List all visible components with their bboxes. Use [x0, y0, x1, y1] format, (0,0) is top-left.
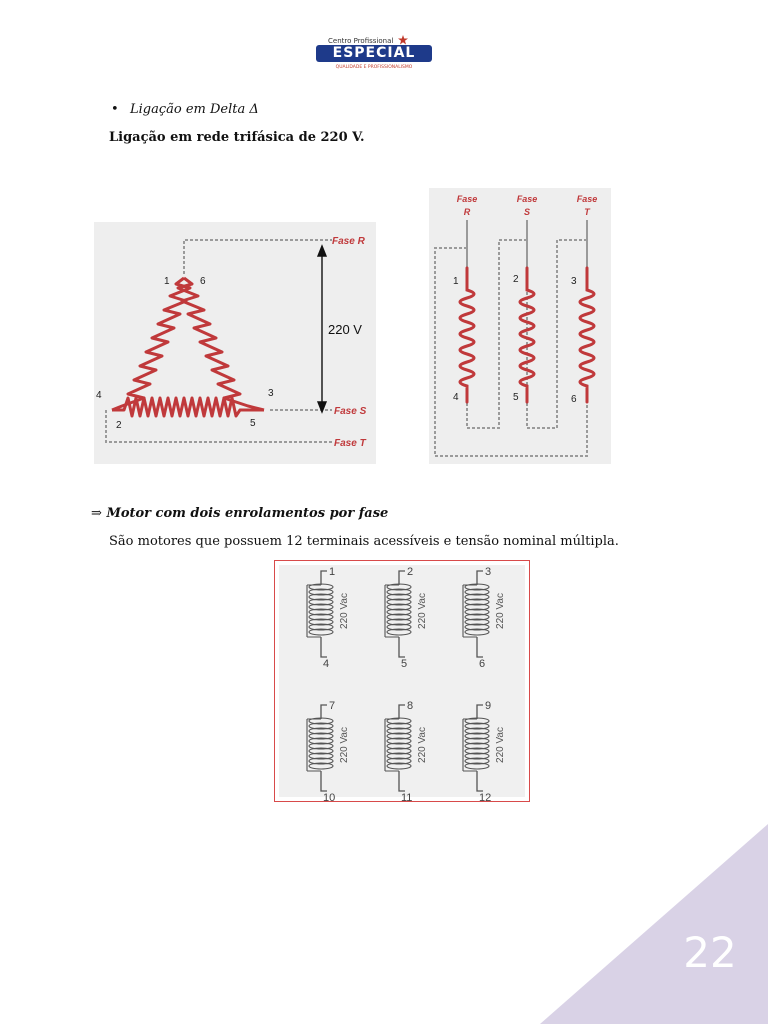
coil-voltage-label: 220 Vac: [417, 727, 428, 763]
coil-shape: [387, 718, 411, 769]
terminal-label: 5: [250, 418, 256, 429]
terminal-label: 11: [401, 792, 413, 804]
fase-t-label: Fase T: [334, 438, 366, 449]
delta-triangle: [112, 278, 264, 416]
three-phase-coils-diagram: [429, 188, 611, 464]
terminal-label: 6: [200, 276, 206, 287]
coil-shape: [465, 584, 489, 635]
implies-arrow-icon: ⇒: [91, 506, 102, 521]
coil-voltage-label: 220 Vac: [339, 593, 350, 629]
winding-5: [385, 700, 428, 804]
phase-letter: T: [584, 207, 590, 217]
terminal-label: 1: [164, 276, 170, 287]
page-corner-decoration: [540, 824, 768, 1024]
section-title: Motor com dois enrolamentos por fase: [106, 506, 389, 521]
winding-6: [463, 700, 506, 804]
terminal-label: 9: [485, 700, 492, 712]
voltage-arrow: [318, 246, 326, 412]
terminal-label: 1: [453, 276, 459, 287]
logo-main-text: ESPECIAL: [316, 45, 432, 62]
phase-letter: S: [523, 207, 531, 217]
terminal-label: 6: [571, 394, 577, 405]
terminal-label: 2: [407, 566, 414, 578]
company-logo: [312, 34, 436, 80]
terminal-label: 3: [485, 566, 492, 578]
phase-word: Fase: [576, 194, 598, 204]
coil-shape: [387, 584, 411, 635]
winding-1: [307, 566, 350, 670]
fase-s-label: Fase S: [334, 406, 367, 417]
twelve-terminal-coils: [279, 565, 525, 804]
terminal-label: 3: [268, 388, 274, 399]
terminal-label: 8: [407, 700, 414, 712]
coil-voltage-label: 220 Vac: [495, 593, 506, 629]
section-heading: [91, 506, 388, 521]
coil-voltage-label: 220 Vac: [495, 727, 506, 763]
phase-word: Fase: [456, 194, 478, 204]
coil-interconnections: [435, 228, 587, 456]
terminal-label: 3: [571, 276, 577, 287]
phase-letter: R: [463, 207, 471, 217]
terminal-label: 4: [453, 392, 459, 403]
bullet-dot-icon: •: [111, 102, 119, 117]
bullet-text: Ligação em Delta Δ: [130, 102, 259, 117]
terminal-label: 6: [479, 658, 486, 670]
logo-tagline: QUALIDADE E PROFISSIONALISMO: [335, 65, 413, 70]
subtitle: Ligação em rede trifásica de 220 V.: [109, 130, 365, 145]
coil-voltage-label: 220 Vac: [339, 727, 350, 763]
coil-voltage-label: 220 Vac: [417, 593, 428, 629]
winding-3: [463, 566, 506, 670]
terminal-label: 12: [479, 792, 492, 804]
terminal-label: 7: [329, 700, 336, 712]
twelve-terminal-diagram: [274, 560, 530, 802]
terminal-label: 10: [323, 792, 336, 804]
coil-shape: [465, 718, 489, 769]
maple-leaf-icon: [398, 35, 408, 45]
section-description: São motores que possuem 12 terminais acessíveis e tensão nominal múltipla.: [109, 534, 619, 549]
winding-4: [307, 700, 350, 804]
fase-r-label: Fase R: [332, 236, 365, 247]
terminal-label: 5: [513, 392, 519, 403]
terminal-label: 5: [401, 658, 408, 670]
delta-connection-diagram: [94, 222, 376, 464]
coil-shape: [309, 584, 333, 635]
terminal-label: 1: [329, 566, 336, 578]
terminal-label: 4: [96, 390, 102, 401]
coil-shape: [309, 718, 333, 769]
page-number: 22: [683, 928, 737, 977]
winding-2: [385, 566, 428, 670]
phase-word: Fase: [516, 194, 538, 204]
terminal-label: 2: [116, 420, 122, 431]
terminal-label: 4: [323, 658, 330, 670]
logo-top-text: Centro Profissional: [328, 37, 394, 45]
voltage-label: 220 V: [328, 322, 362, 337]
terminal-label: 2: [513, 274, 519, 285]
